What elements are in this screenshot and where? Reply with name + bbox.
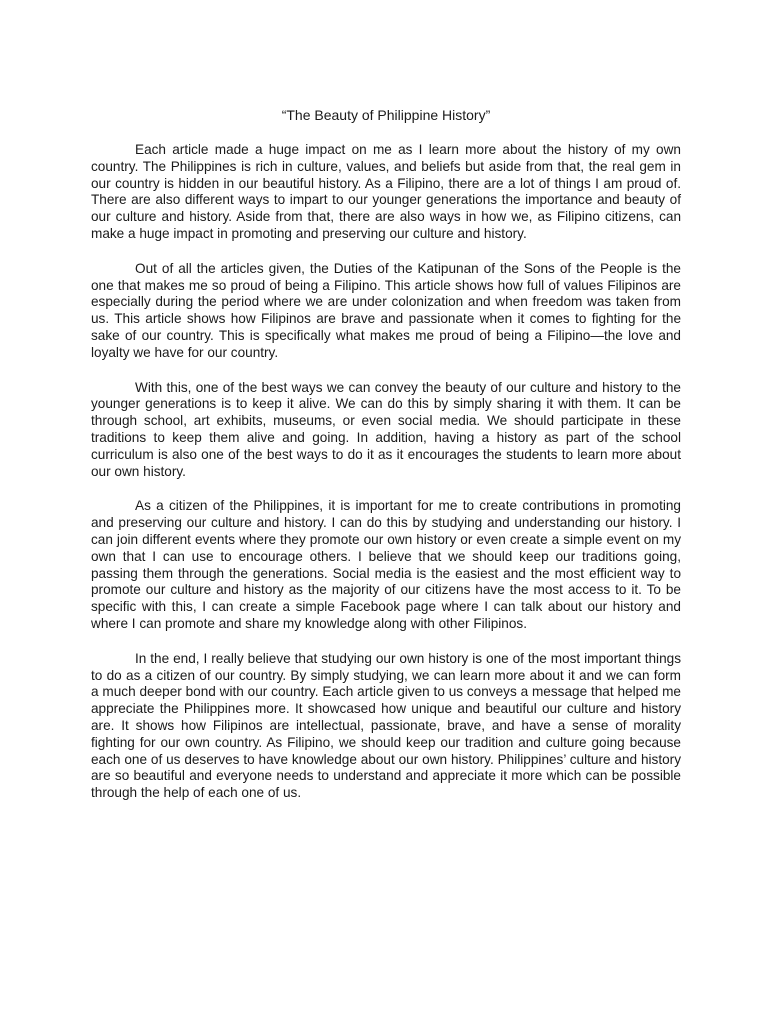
paragraph-4: As a citizen of the Philippines, it is important for me to create contributions in promoting and preserving our culture and history. I can do this by studying and understanding our history. I can join different events where they promote our own history or even create a simple event on my own that I can use to encourage others. I believe that we should keep our traditions going, passing them through the generations. Social media is the easiest and the most efficient way to promote our culture and history as the majority of our citizens have the most access to it. To be specific with this, I can create a simple Facebook page where I can talk about our history and where I can promote and share my knowledge along with other Filipinos. <box>91 498 681 631</box>
document-body <box>91 107 681 820</box>
paragraph-5: In the end, I really believe that studying our own history is one of the most important things to do as a citizen of our country. By simply studying, we can learn more about it and we can form a much deeper bond with our country. Each article given to us conveys a message that helped me appreciate the Philippines more. It showcased how unique and beautiful our culture and history are. It shows how Filipinos are intellectual, passionate, brave, and have a sense of morality fighting for our own country. As Filipino, we should keep our tradition and culture going because each one of us deserves to have knowledge about our own history. Philippines’ culture and history are so beautiful and everyone needs to understand and appreciate it more which can be possible through the help of each one of us. <box>91 650 681 801</box>
paragraph-1: Each article made a huge impact on me as I learn more about the history of my own country. The Philippines is rich in culture, values, and beliefs but aside from that, the real gem in our country is hidden in our beautiful history. As a Filipino, there are a lot of things I am proud of. There are also different ways to impart to our younger generations the importance and beauty of our culture and history. Aside from that, there are also ways in how we, as Filipino citizens, can make a huge impact in promoting and preserving our culture and history. <box>91 142 681 241</box>
document-title: “The Beauty of Philippine History” <box>281 107 491 123</box>
paragraph-2: Out of all the articles given, the Duties of the Katipunan of the Sons of the People is the one that makes me so proud of being a Filipino. This article shows how full of values Filipinos are especially during the period where we are under colonization and when freedom was taken from us. This article shows how Filipinos are brave and passionate when it comes to fighting for the sake of our country. This is specifically what makes me proud of being a Filipino—the love and loyalty we have for our country. <box>91 260 681 360</box>
paragraph-3: With this, one of the best ways we can convey the beauty of our culture and history to the younger generations is to keep it alive. We can do this by simply sharing it with them. It can be through school, art exhibits, museums, or even social media. We should participate in these traditions to keep them alive and going. In addition, having a history as part of the school curriculum is also one of the best ways to do it as it encourages the students to learn more about our own history. <box>91 379 681 479</box>
